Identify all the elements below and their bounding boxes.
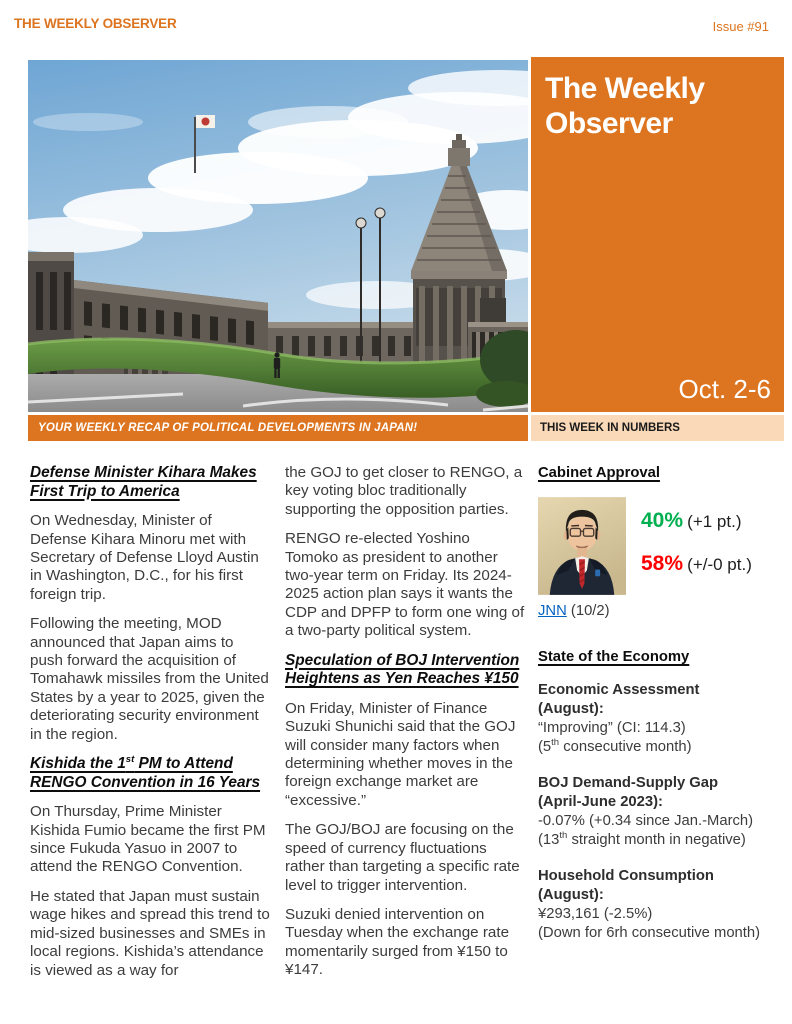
cabinet-approval-heading: Cabinet Approval	[538, 465, 660, 481]
article-paragraph: He stated that Japan must sustain wage hikes and spread this trend to mid-sized businesses and SMEs in local regions. Kishida’s attendance is viewed as a way for	[30, 887, 270, 979]
approval-rating-row	[641, 511, 752, 533]
article-paragraph: Following the meeting, MOD announced that Japan aims to push forward the acquisition of Tomahawk missiles from the United States by a year to 2025, given the deteriorating security environment in the region.	[30, 615, 269, 743]
disapproval-change: (+/-0 pt.)	[687, 555, 752, 574]
article-paragraph: RENGO re-elected Yoshino Tomoko as president to another two-year term on Friday. Its 2024-2025 action plan says it wants the CDP and DPFP to form one wing of a two-party political system.	[285, 530, 525, 640]
stat-value: ¥293,161 (-2.5%)	[538, 906, 653, 922]
approval-rating: 40%	[641, 509, 684, 532]
article-paragraph: Suzuki denied intervention on Tuesday when the exchange rate momentarily surged from ¥150 to ¥147.	[285, 905, 510, 979]
stat-value: -0.07% (+0.34 since Jan.-March)	[538, 813, 754, 829]
article-heading-kishida: Kishida the 1st PM to Attend RENGO Convention in 16 Years	[30, 753, 261, 791]
article-column-2	[285, 464, 525, 991]
stat-note: (5th consecutive month)	[538, 737, 692, 755]
stat-value: “Improving” (CI: 114.3)	[538, 720, 686, 736]
newsletter-title: The Weekly Observer	[545, 72, 705, 140]
issue-number: Issue #91	[712, 19, 769, 34]
masthead-title: THE WEEKLY OBSERVER	[14, 16, 177, 31]
approval-change: (+1 pt.)	[687, 512, 742, 531]
stat-label: Household Consumption (August):	[538, 868, 714, 903]
article-paragraph: On Wednesday, Minister of Defense Kihara Minoru met with Secretary of Defense Lloyd Austin in Washington, D.C., for his first foreign trip.	[30, 512, 259, 603]
article-paragraph: On Thursday, Prime Minister Kishida Fumio became the first PM since Fukuda Yasuo in 2007 to attend the RENGO Convention.	[30, 803, 266, 876]
flag-pole	[194, 117, 196, 173]
lapel-pin	[595, 569, 600, 576]
numbers-banner: THIS WEEK IN NUMBERS	[531, 415, 784, 441]
cover-box	[531, 57, 784, 412]
article-paragraph: the GOJ to get closer to RENGO, a key voting bloc traditionally supporting the opposition parties.	[285, 464, 523, 518]
disapproval-rating-row	[641, 554, 752, 576]
stat-household-consumption	[538, 867, 762, 943]
article-heading-boj: Speculation of BOJ Intervention Heightens as Yen Reaches ¥150	[285, 651, 520, 688]
economy-heading: State of the Economy	[538, 649, 690, 665]
diet-building-photo	[28, 60, 528, 412]
approval-stats	[641, 497, 752, 595]
disapproval-rating: 58%	[641, 552, 684, 575]
kishida-portrait-photo	[538, 497, 626, 595]
article-heading-kihara: Defense Minister Kihara Makes First Trip to America	[30, 464, 257, 500]
tagline-banner: YOUR WEEKLY RECAP OF POLITICAL DEVELOPMENTS IN JAPAN!	[28, 415, 528, 441]
cabinet-approval-block	[538, 497, 762, 595]
source-date: (10/2)	[570, 603, 610, 619]
stat-note: (Down for 6rh consecutive month)	[538, 925, 761, 941]
stat-note: (13th straight month in negative)	[538, 830, 746, 848]
issue-date-range: Oct. 2-6	[678, 374, 771, 404]
stat-label: BOJ Demand-Supply Gap (April-June 2023):	[538, 775, 719, 810]
article-column-1	[30, 464, 270, 991]
article-paragraph: The GOJ/BOJ are focusing on the speed of currency fluctuations rather than targeting a specific rate level to trigger intervention.	[285, 821, 520, 894]
stat-economic-assessment	[538, 681, 762, 757]
numbers-sidebar	[538, 464, 762, 960]
poll-source-line	[538, 602, 762, 621]
article-paragraph: On Friday, Minister of Finance Suzuki Shunichi said that the GOJ will consider many factors when determining whether moves in the foreign exchange market are “excessive.”	[285, 699, 516, 809]
stat-label: Economic Assessment (August):	[538, 682, 700, 717]
ordinal-superscript: st	[125, 753, 135, 765]
stat-boj-gap	[538, 774, 762, 850]
source-link[interactable]: JNN	[538, 603, 567, 619]
diet-building-illustration	[28, 60, 528, 412]
